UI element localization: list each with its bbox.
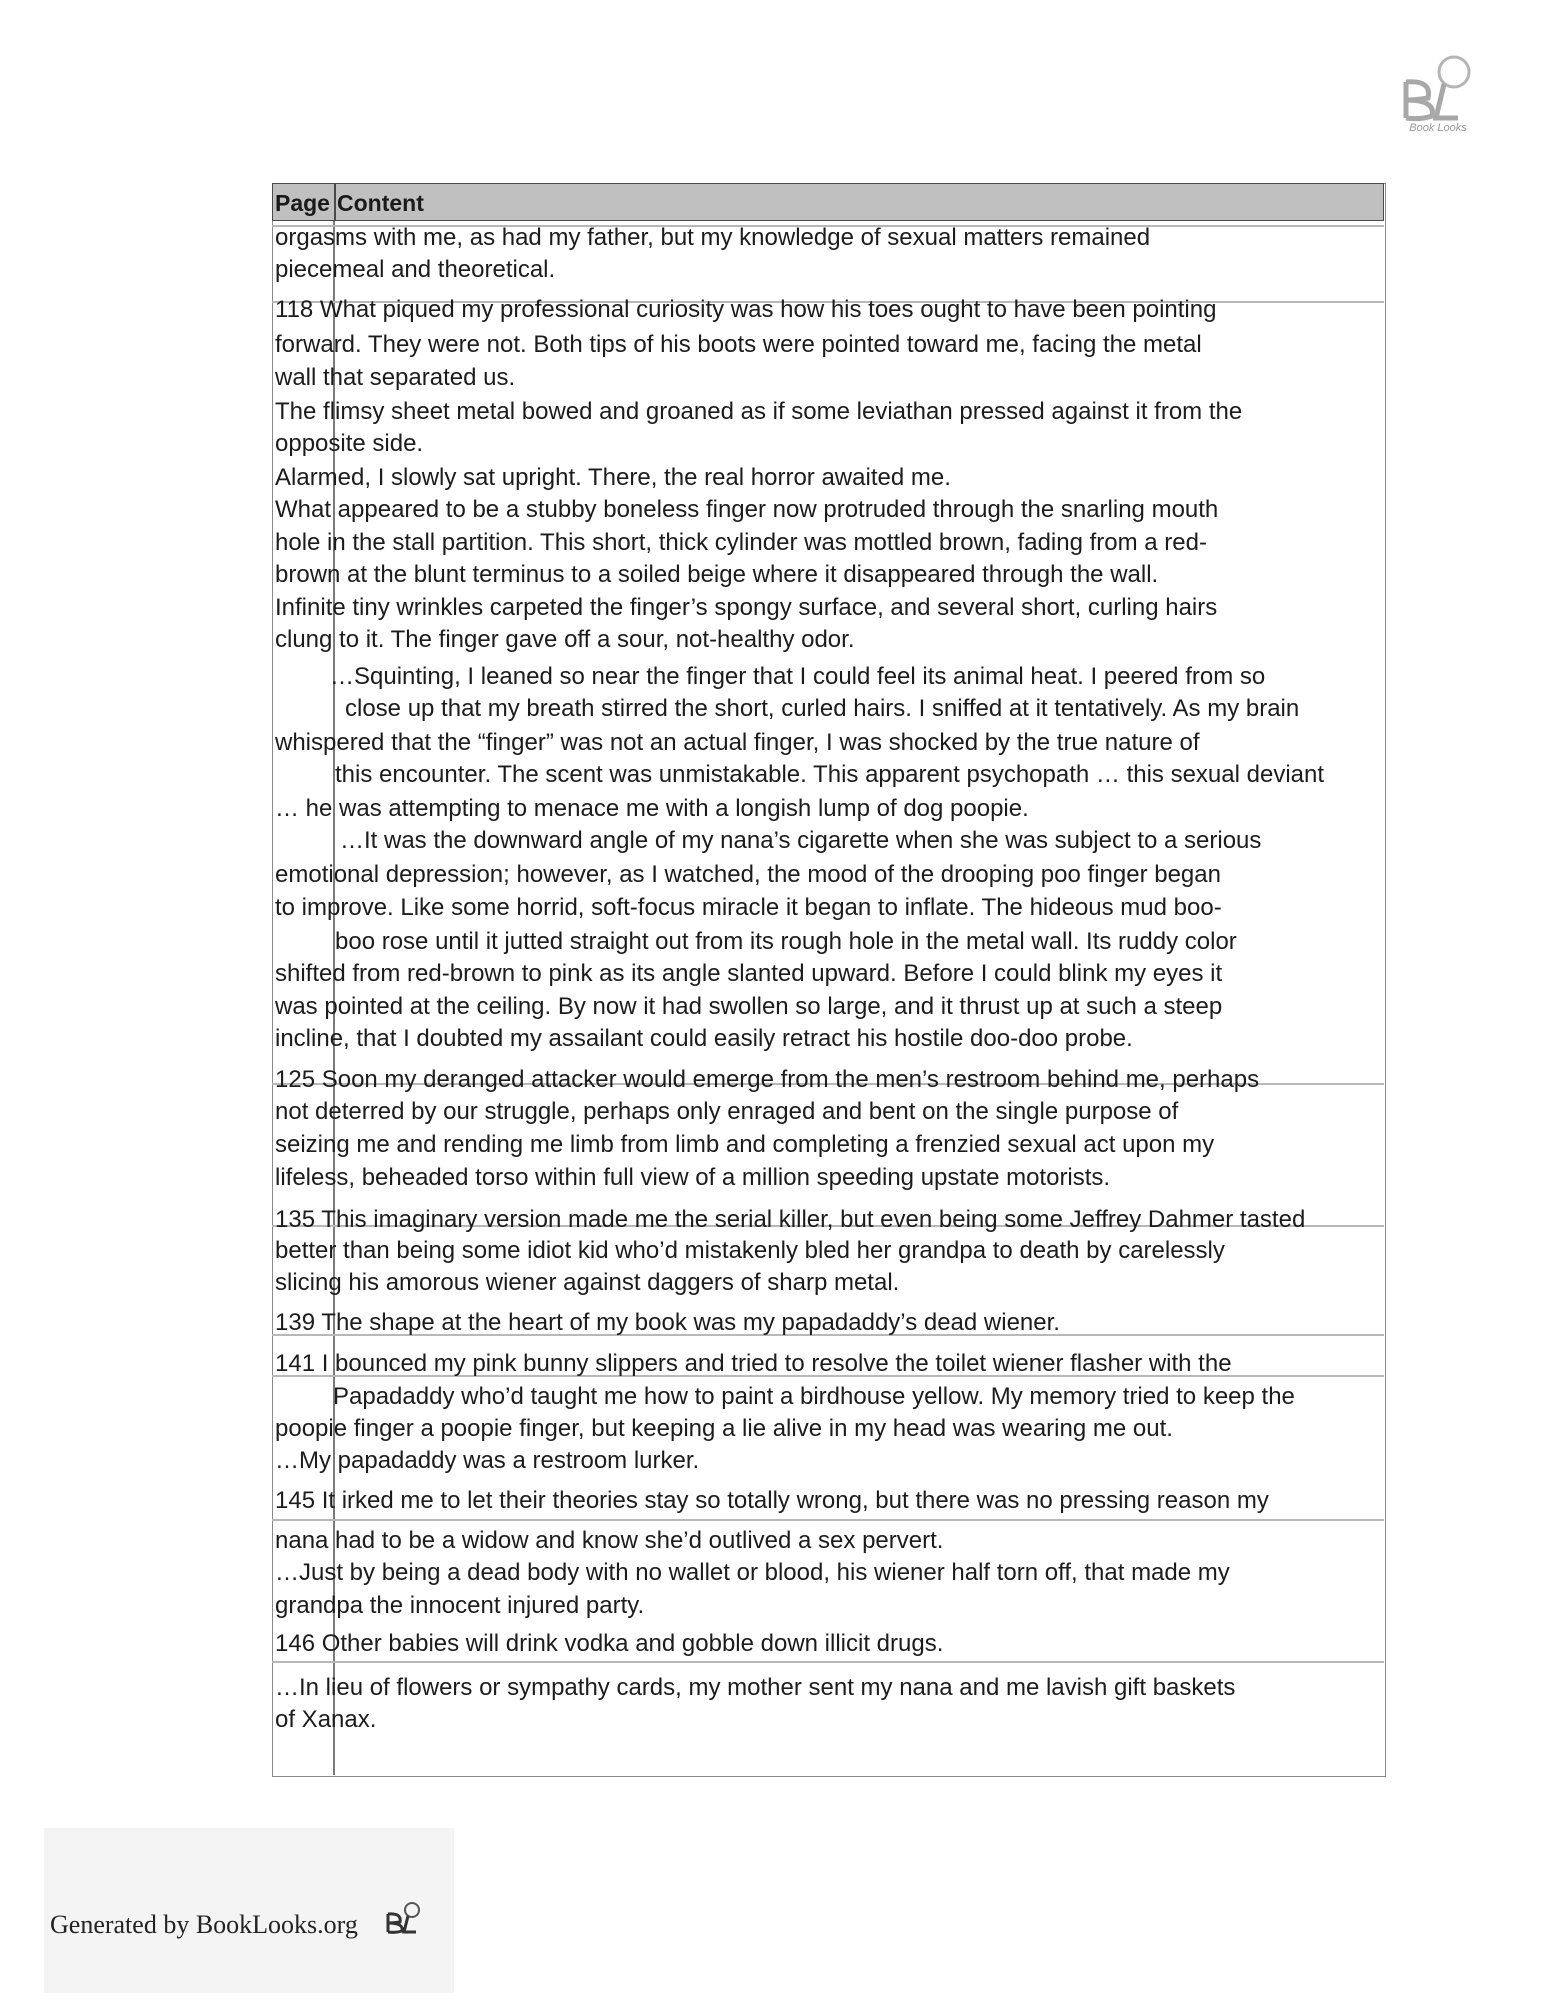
text-line: this encounter. The scent was unmistakable. This apparent psychopath … this sexual deviant [335, 761, 1325, 788]
text-line: was pointed at the ceiling. By now it had swollen so large, and it thrust up at such a steep [275, 993, 1223, 1020]
text-line: not deterred by our struggle, perhaps only enraged and bent on the single purpose of [275, 1098, 1179, 1125]
footer-text: Generated by BookLooks.org [50, 1910, 358, 1939]
logo-caption: Book Looks [1409, 122, 1467, 134]
row-separator [272, 1519, 1384, 1521]
text-line: to improve. Like some horrid, soft-focus miracle it began to inflate. The hideous mud boo- [275, 894, 1222, 921]
text-line: …My papadaddy was a restroom lurker. [275, 1447, 700, 1474]
text-line: …Just by being a dead body with no wallet or blood, his wiener half torn off, that made my [275, 1559, 1230, 1586]
text-line: Alarmed, I slowly sat upright. There, the real horror awaited me. [275, 464, 951, 491]
text-line: …In lieu of flowers or sympathy cards, my mother sent my nana and me lavish gift baskets [275, 1674, 1236, 1701]
text-line: better than being some idiot kid who’d mistakenly bled her grandpa to death by carelessly [275, 1237, 1225, 1264]
text-line: clung to it. The finger gave off a sour, not-healthy odor. [275, 626, 855, 653]
table-header-row [272, 183, 1384, 221]
text-line: piecemeal and theoretical. [275, 256, 556, 283]
text-line: of Xanax. [275, 1706, 377, 1733]
text-line: close up that my breath stirred the short, curled hairs. I sniffed at it tentatively. As my brain [345, 695, 1300, 722]
text-line: The flimsy sheet metal bowed and groaned as if some leviathan pressed against it from the [275, 398, 1243, 425]
text-line: incline, that I doubted my assailant could easily retract his hostile doo-doo probe. [275, 1025, 1133, 1052]
text-line: lifeless, beheaded torso within full view of a million speeding upstate motorists. [275, 1164, 1111, 1191]
text-line: boo rose until it jutted straight out from its rough hole in the metal wall. Its ruddy color [335, 928, 1237, 955]
text-line: Papadaddy who’d taught me how to paint a birdhouse yellow. My memory tried to keep the [333, 1383, 1295, 1410]
text-line: …It was the downward angle of my nana’s cigarette when she was subject to a serious [340, 827, 1262, 854]
text-line: 145 It irked me to let their theories stay so totally wrong, but there was no pressing reason my [275, 1487, 1269, 1514]
text-line: wall that separated us. [275, 364, 516, 391]
text-line: poopie finger a poopie finger, but keeping a lie alive in my head was wearing me out. [275, 1415, 1173, 1442]
text-line: What appeared to be a stubby boneless finger now protruded through the snarling mouth [275, 496, 1219, 523]
text-line: emotional depression; however, as I watched, the mood of the drooping poo finger began [275, 861, 1221, 888]
text-line: 118 What piqued my professional curiosity was how his toes ought to have been pointing [275, 296, 1217, 323]
header-divider [334, 184, 336, 220]
booklooks-small-logo-icon [384, 1900, 424, 1940]
text-line: shifted from red-brown to pink as its angle slanted upward. Before I could blink my eyes it [275, 960, 1223, 987]
text-line: slicing his amorous wiener against daggers of sharp metal. [275, 1269, 900, 1296]
text-line: brown at the blunt terminus to a soiled beige where it disappeared through the wall. [275, 561, 1159, 588]
text-line: forward. They were not. Both tips of his boots were pointed toward me, facing the metal [275, 331, 1202, 358]
header-content: Content [337, 190, 424, 216]
text-line: whispered that the “finger” was not an actual finger, I was shocked by the true nature of [275, 729, 1200, 756]
text-line: …Squinting, I leaned so near the finger that I could feel its animal heat. I peered from so [330, 663, 1266, 690]
text-line: … he was attempting to menace me with a longish lump of dog poopie. [275, 795, 1029, 822]
text-line: 139 The shape at the heart of my book was my papadaddy’s dead wiener. [275, 1309, 1060, 1336]
text-line: 135 This imaginary version made me the serial killer, but even being some Jeffrey Dahmer tasted [275, 1206, 1306, 1233]
text-line: 146 Other babies will drink vodka and gobble down illicit drugs. [275, 1630, 944, 1657]
row-separator [272, 1661, 1384, 1663]
text-line: opposite side. [275, 430, 424, 457]
text-line: hole in the stall partition. This short, thick cylinder was mottled brown, fading from a red- [275, 529, 1207, 556]
text-line: Infinite tiny wrinkles carpeted the finger’s spongy surface, and several short, curling hairs [275, 594, 1218, 621]
header-page: Page [275, 190, 330, 216]
text-line: grandpa the innocent injured party. [275, 1592, 645, 1619]
text-line: 125 Soon my deranged attacker would emerge from the men’s restroom behind me, perhaps [275, 1066, 1260, 1093]
text-line: seizing me and rending me limb from limb and completing a frenzied sexual act upon my [275, 1131, 1215, 1158]
text-line: nana had to be a widow and know she’d outlived a sex pervert. [275, 1527, 944, 1554]
text-line: 141 I bounced my pink bunny slippers and tried to resolve the toilet wiener flasher with the [275, 1350, 1232, 1377]
text-line: orgasms with me, as had my father, but my knowledge of sexual matters remained [275, 224, 1151, 251]
